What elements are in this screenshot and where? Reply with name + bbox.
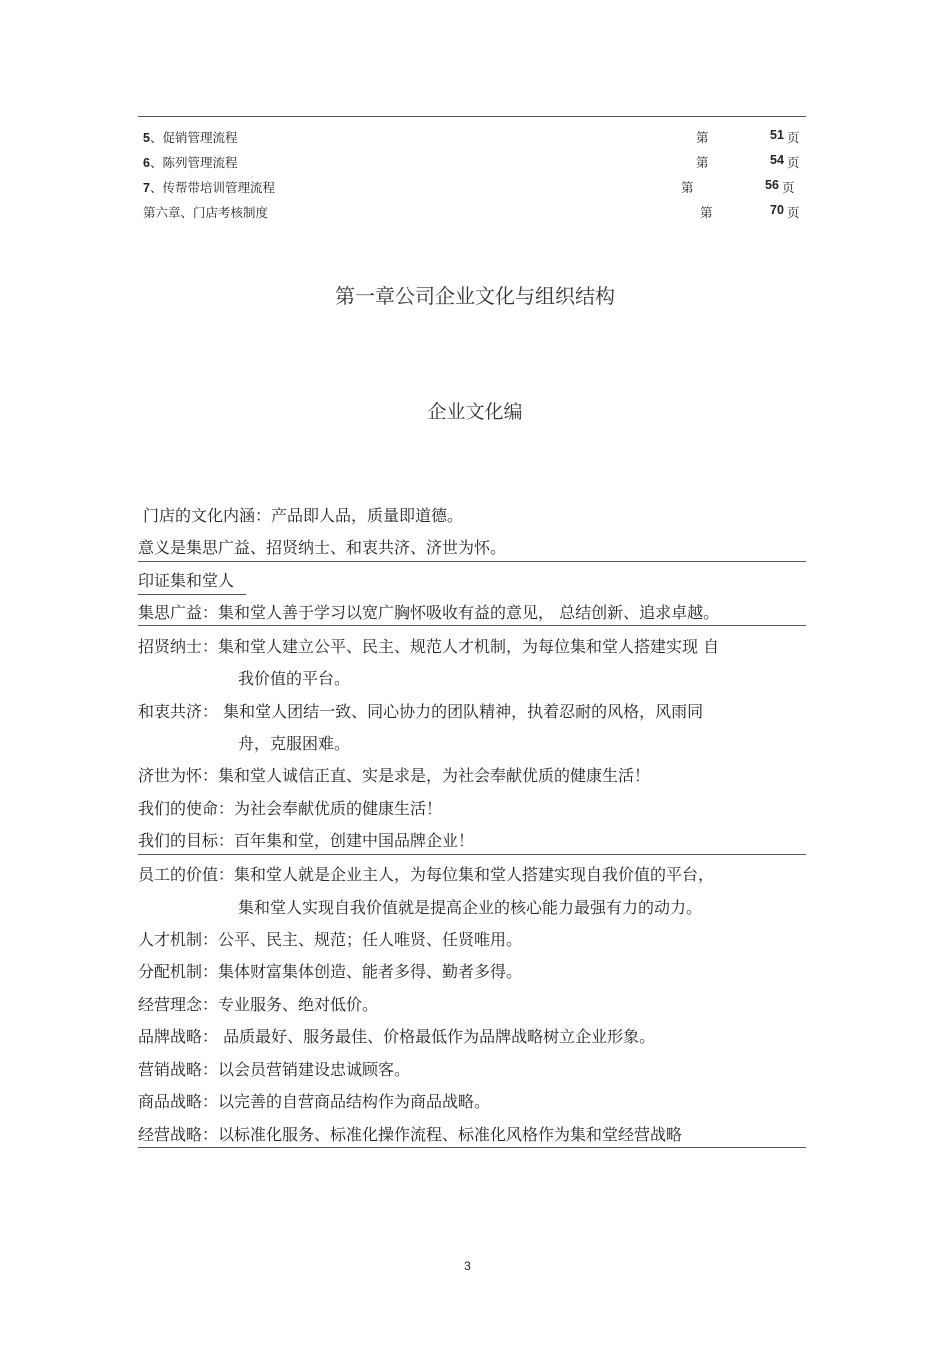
divider: [138, 594, 246, 595]
divider: [138, 854, 806, 855]
body-line: 舟，克服困难。: [238, 734, 351, 753]
body-line: 商品战略：以完善的自营商品结构作为商品战略。: [138, 1092, 491, 1111]
toc-ye: 页: [787, 130, 800, 145]
toc-label: 、传帮带培训管理流程: [149, 180, 275, 195]
body-line: 济世为怀：集和堂人诚信正直、实是求是，为社会奉献优质的健康生活！: [138, 766, 651, 785]
toc-label: 第六章、门店考核制度: [143, 205, 269, 220]
toc-number: 5: [143, 131, 150, 145]
body-line: 我们的目标：百年集和堂，创建中国品牌企业！: [138, 831, 475, 850]
body-line: 人才机制：公平、民主、规范；任人唯贤、任贤唯用。: [138, 930, 523, 949]
body-line: 印证集和堂人: [138, 571, 235, 590]
toc-di: 第: [700, 205, 713, 220]
body-line: 意义是集思广益、招贤纳士、和衷共济、济世为怀。: [138, 538, 507, 557]
toc-row[interactable]: [143, 128, 803, 146]
toc-di: 第: [696, 155, 709, 170]
toc-page: 51: [770, 128, 784, 142]
divider: [138, 625, 806, 626]
body-line: 经营理念：专业服务、绝对低价。: [138, 995, 379, 1014]
toc-row[interactable]: [143, 203, 803, 221]
toc-row[interactable]: [143, 178, 803, 196]
toc-di: 第: [681, 180, 694, 195]
body-line: 门店的文化内涵：产品即人品，质量即道德。: [143, 506, 464, 525]
toc-page: 70: [770, 203, 784, 217]
body-line: 品牌战略： 品质最好、服务最佳、价格最低作为品牌战略树立企业形象。: [138, 1027, 656, 1046]
body-line: 招贤纳士：集和堂人建立公平、民主、规范人才机制，为每位集和堂人搭建实现 自: [138, 637, 720, 656]
body-line: 我价值的平台。: [238, 669, 351, 688]
divider: [138, 1147, 806, 1148]
body-line: 员工的价值：集和堂人就是企业主人，为每位集和堂人搭建实现自我价值的平台，: [138, 865, 715, 884]
section-title: 企业文化编: [427, 401, 523, 423]
toc-label: 、陈列管理流程: [149, 155, 238, 170]
chapter-title: 第一章公司企业文化与组织结构: [335, 284, 615, 308]
toc-number: 6: [143, 156, 150, 170]
toc-page: 54: [770, 153, 784, 167]
body-line: 我们的使命：为社会奉献优质的健康生活！: [138, 799, 443, 818]
body-line: 集思广益：集和堂人善于学习以宽广胸怀吸收有益的意见， 总结创新、追求卓越。: [138, 603, 720, 622]
toc-number: 7: [143, 181, 150, 195]
body-line: 营销战略：以会员营销建设忠诚顾客。: [138, 1060, 411, 1079]
body-line: 分配机制：集体财富集体创造、能者多得、勤者多得。: [138, 962, 523, 981]
page-number: 3: [464, 1259, 471, 1273]
toc-ye: 页: [782, 180, 795, 195]
body-line: 和衷共济： 集和堂人团结一致、同心协力的团队精神，执着忍耐的风格，风雨同: [138, 702, 704, 721]
body-line: 经营战略：以标准化服务、标准化操作流程、标准化风格作为集和堂经营战略: [138, 1125, 683, 1144]
toc-ye: 页: [787, 205, 800, 220]
top-rule: [138, 116, 806, 117]
toc-row[interactable]: [143, 153, 803, 171]
divider: [138, 561, 806, 562]
body-line: 集和堂人实现自我价值就是提高企业的核心能力最强有力的动力。: [238, 898, 703, 917]
toc-page: 56: [765, 178, 779, 192]
toc-di: 第: [696, 130, 709, 145]
toc-label: 、促销管理流程: [149, 130, 238, 145]
toc-ye: 页: [787, 155, 800, 170]
